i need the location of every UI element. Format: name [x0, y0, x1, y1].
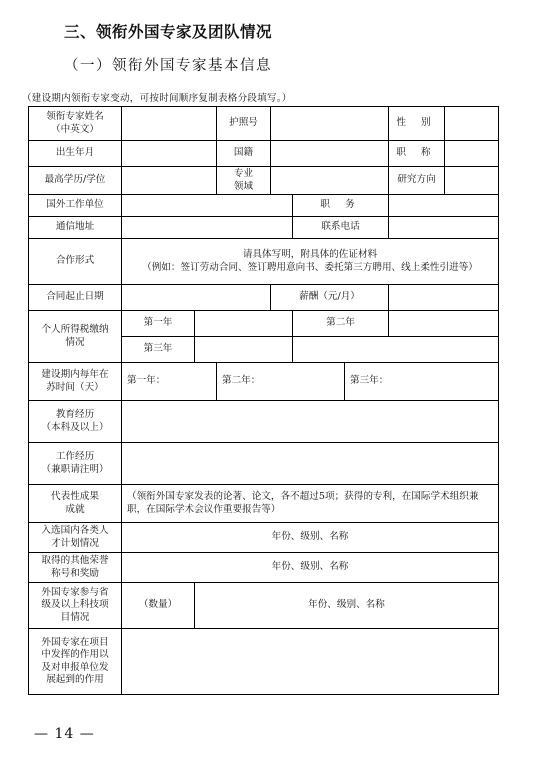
- education-field[interactable]: [122, 167, 217, 195]
- talent-label: 入选国内各类人 才计划情况: [29, 523, 122, 553]
- subsection-title: （一）领衔外国专家基本信息: [64, 58, 272, 74]
- salary-label: 薪酬（元/月）: [271, 285, 389, 311]
- row-talent: [29, 523, 499, 553]
- stay-label: 建设期内每年在 苏时间（天）: [29, 363, 122, 401]
- position-label: 职 务: [293, 195, 389, 217]
- form-note: （建设期内领衔专家变动，可按时间顺序复制表格分段填写。）: [22, 93, 292, 104]
- project-field[interactable]: 年份、级别、名称: [195, 583, 499, 629]
- name-field[interactable]: [122, 107, 217, 141]
- position-field[interactable]: [389, 195, 499, 217]
- name-label: 领衔专家姓名 （中英文）: [29, 107, 122, 141]
- nationality-field[interactable]: [271, 141, 389, 167]
- tax-label: 个人所得税缴纳 情况: [29, 311, 122, 363]
- education-label: 最高学历/学位: [29, 167, 122, 195]
- salary-field[interactable]: [389, 285, 499, 311]
- birth-field[interactable]: [122, 141, 217, 167]
- gender-label: 性 别: [389, 107, 445, 141]
- stay-year1[interactable]: 第一年：: [122, 363, 217, 401]
- row-work-exp: [29, 443, 499, 485]
- title-field[interactable]: [445, 141, 499, 167]
- row-achievement: [29, 485, 499, 523]
- row-role: [29, 629, 499, 695]
- row-stay: [29, 363, 499, 401]
- major-field[interactable]: [271, 167, 389, 195]
- row-foreign-unit: [29, 195, 499, 217]
- honor-field[interactable]: 年份、级别、名称: [122, 553, 499, 583]
- foreign-unit-label: 国外工作单位: [29, 195, 122, 217]
- coop-label: 合作形式: [29, 239, 122, 285]
- project-qty-field[interactable]: （数量）: [122, 583, 195, 629]
- row-project: [29, 583, 499, 629]
- row-edu-exp: [29, 401, 499, 443]
- edu-exp-field[interactable]: [122, 401, 499, 443]
- achievement-label: 代表性成果 成就: [29, 485, 122, 523]
- honor-label: 取得的其他荣誉 称号和奖励: [29, 553, 122, 583]
- row-cooperation: [29, 239, 499, 285]
- passport-label: 护照号: [217, 107, 271, 141]
- row-education: [29, 167, 499, 195]
- row-address: [29, 217, 499, 239]
- role-label: 外国专家在项目 中发挥的作用以 及对申报单位发 展起到的作用: [29, 629, 122, 695]
- phone-label: 联系电话: [293, 217, 389, 239]
- tax-year3-label: 第三年: [122, 337, 195, 363]
- phone-field[interactable]: [389, 217, 499, 239]
- expert-info-form: [28, 106, 499, 695]
- coop-field[interactable]: 请具体写明，附具体的佐证材料 （例如：签订劳动合同、签订聘用意向书、委托第三方聘用、线上柔性引进等）: [122, 239, 499, 285]
- tax-year2-field[interactable]: [389, 311, 499, 337]
- tax-blank[interactable]: [293, 337, 499, 363]
- passport-field[interactable]: [271, 107, 389, 141]
- role-field[interactable]: [122, 629, 499, 695]
- stay-year2[interactable]: 第二年：: [217, 363, 345, 401]
- talent-field[interactable]: 年份、级别、名称: [122, 523, 499, 553]
- address-label: 通信地址: [29, 217, 122, 239]
- contract-label: 合同起止日期: [29, 285, 122, 311]
- tax-year3-field[interactable]: [195, 337, 293, 363]
- work-exp-field[interactable]: [122, 443, 499, 485]
- row-honor: [29, 553, 499, 583]
- row-contract: [29, 285, 499, 311]
- achievement-field[interactable]: （领衔外国专家发表的论著、论文，各不超过5项；获得的专利，在国际学术组织兼职，在国际学术会议作重要报告等）: [122, 485, 499, 523]
- birth-label: 出生年月: [29, 141, 122, 167]
- tax-year2-label: 第二年: [293, 311, 389, 337]
- stay-year3[interactable]: 第三年：: [345, 363, 499, 401]
- project-label: 外国专家参与省 级及以上科技项 目情况: [29, 583, 122, 629]
- row-tax-1: [29, 311, 499, 337]
- tax-year1-label: 第一年: [122, 311, 195, 337]
- foreign-unit-field[interactable]: [122, 195, 293, 217]
- edu-exp-label: 教育经历 （本科及以上）: [29, 401, 122, 443]
- tax-year1-field[interactable]: [195, 311, 293, 337]
- row-name: [29, 107, 499, 141]
- page-number: — 14 —: [34, 726, 95, 742]
- research-label: 研究方向: [389, 167, 445, 195]
- contract-field[interactable]: [122, 285, 271, 311]
- address-field[interactable]: [122, 217, 293, 239]
- research-field[interactable]: [445, 167, 499, 195]
- row-birth: [29, 141, 499, 167]
- title-label: 职 称: [389, 141, 445, 167]
- gender-field[interactable]: [445, 107, 499, 141]
- work-exp-label: 工作经历 （兼职请注明）: [29, 443, 122, 485]
- nationality-label: 国籍: [217, 141, 271, 167]
- section-title: 三、领衔外国专家及团队情况: [64, 23, 273, 41]
- major-label: 专业 领域: [217, 167, 271, 195]
